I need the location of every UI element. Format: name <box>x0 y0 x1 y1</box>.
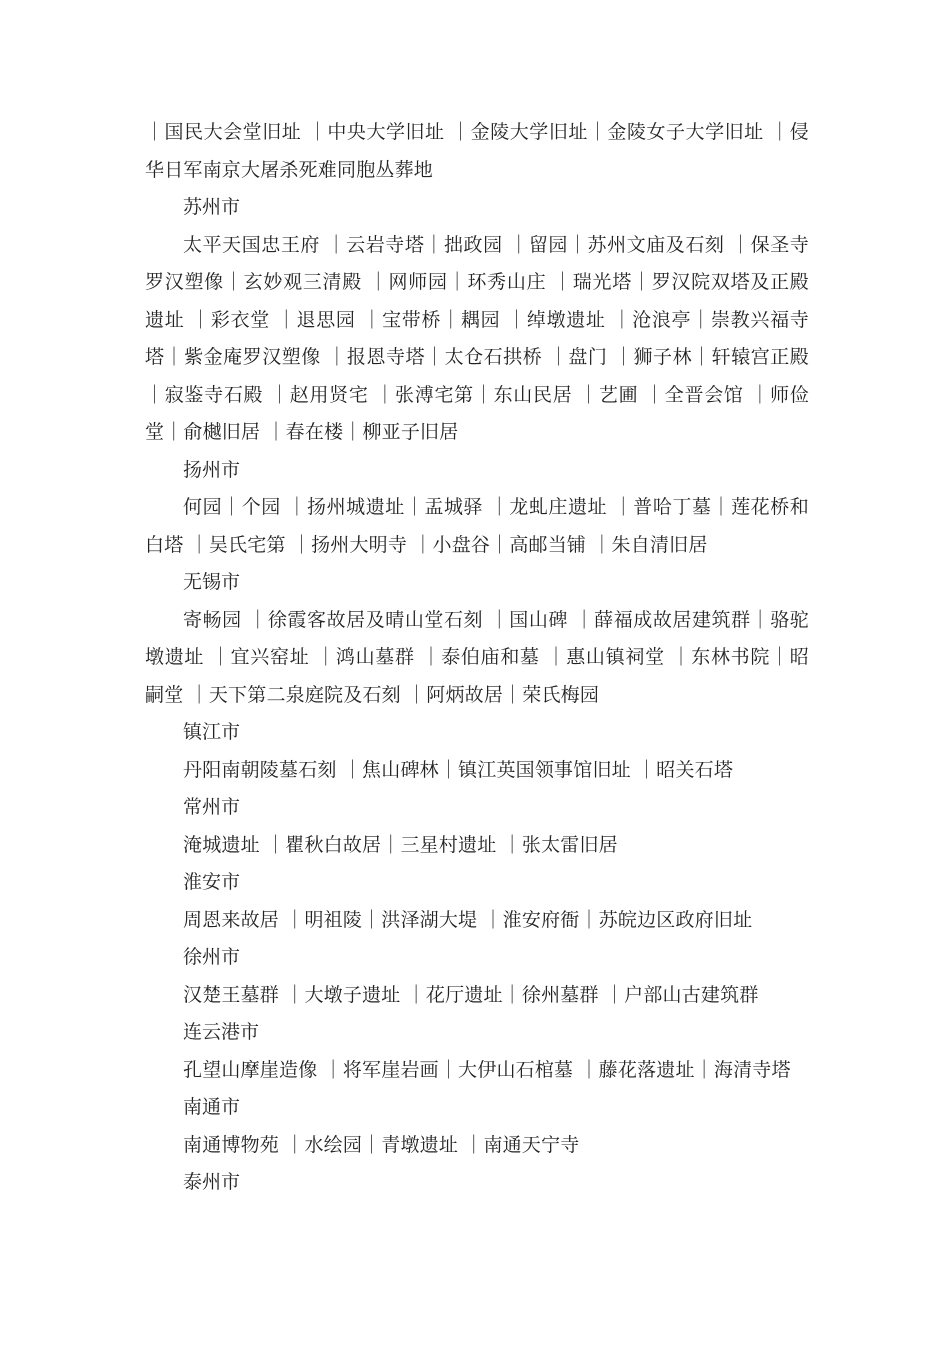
heritage-list-nanjing-continued: ｜国民大会堂旧址 ｜中央大学旧址 ｜金陵大学旧址｜金陵女子大学旧址 ｜侵华日军南京大屠杀死难同胞丛葬地 <box>145 121 809 181</box>
city-heading-taizhou: 泰州市 <box>183 1171 241 1193</box>
city-heading-suzhou: 苏州市 <box>183 196 241 218</box>
heritage-list-xuzhou: 汉楚王墓群 ｜大墩子遗址 ｜花厅遗址｜徐州墓群 ｜户部山古建筑群 <box>183 983 759 1006</box>
city-heading-wuxi: 无锡市 <box>183 571 241 593</box>
heritage-list-suzhou: 太平天国忠王府 ｜云岩寺塔｜拙政园 ｜留园｜苏州文庙及石刻 ｜保圣寺罗汉塑像｜玄妙观三清殿 ｜网师园｜环秀山庄 ｜瑞光塔｜罗汉院双塔及正殿遗址 ｜彩衣堂 ｜退思园 ｜宝带桥｜耦园 ｜绰墩遗址 ｜沧浪亭｜崇教兴福寺塔｜紫金庵罗汉塑像 ｜报恩寺塔｜太仓石拱桥 ｜盘门 ｜狮子林｜轩辕宫正殿 ｜寂鉴寺石殿 ｜赵用贤宅 ｜张溥宅第｜东山民居 ｜艺圃 ｜全晋会馆 ｜师俭堂｜俞樾旧居 ｜春在楼｜柳亚子旧居 <box>145 233 809 443</box>
heritage-list-nantong: 南通博物苑 ｜水绘园｜青墩遗址 ｜南通天宁寺 <box>183 1133 580 1156</box>
city-heading-nantong: 南通市 <box>183 1096 241 1118</box>
heritage-list-changzhou: 淹城遗址 ｜瞿秋白故居｜三星村遗址 ｜张太雷旧居 <box>183 833 618 856</box>
city-heading-changzhou: 常州市 <box>183 796 241 818</box>
city-heading-lianyungang: 连云港市 <box>183 1021 260 1043</box>
city-heading-zhenjiang: 镇江市 <box>183 721 241 743</box>
city-heading-yangzhou: 扬州市 <box>183 458 241 481</box>
heritage-list-lianyungang: 孔望山摩崖造像 ｜将军崖岩画｜大伊山石棺墓 ｜藤花落遗址｜海清寺塔 <box>183 1058 791 1081</box>
heritage-list-yangzhou: 何园｜个园 ｜扬州城遗址｜盂城驿 ｜龙虬庄遗址 ｜普哈丁墓｜莲花桥和白塔 ｜吴氏宅第 ｜扬州大明寺 ｜小盘谷｜高邮当铺 ｜朱自清旧居 <box>145 496 809 556</box>
heritage-list-huaian: 周恩来故居 ｜明祖陵｜洪泽湖大堤 ｜淮安府衙｜苏皖边区政府旧址 <box>183 908 753 931</box>
city-heading-xuzhou: 徐州市 <box>183 946 241 968</box>
heritage-list-wuxi: 寄畅园 ｜徐霞客故居及晴山堂石刻 ｜国山碑 ｜薛福成故居建筑群｜骆驼墩遗址 ｜宜兴窑址 ｜鸿山墓群 ｜泰伯庙和墓 ｜惠山镇祠堂 ｜东林书院｜昭嗣堂 ｜天下第二泉庭院及石刻 ｜阿炳故居｜荣氏梅园 <box>145 608 809 706</box>
city-heading-huaian: 淮安市 <box>183 871 241 893</box>
heritage-list-zhenjiang: 丹阳南朝陵墓石刻 ｜焦山碑林｜镇江英国领事馆旧址 ｜昭关石塔 <box>183 758 734 781</box>
document-page <box>145 114 809 1202</box>
